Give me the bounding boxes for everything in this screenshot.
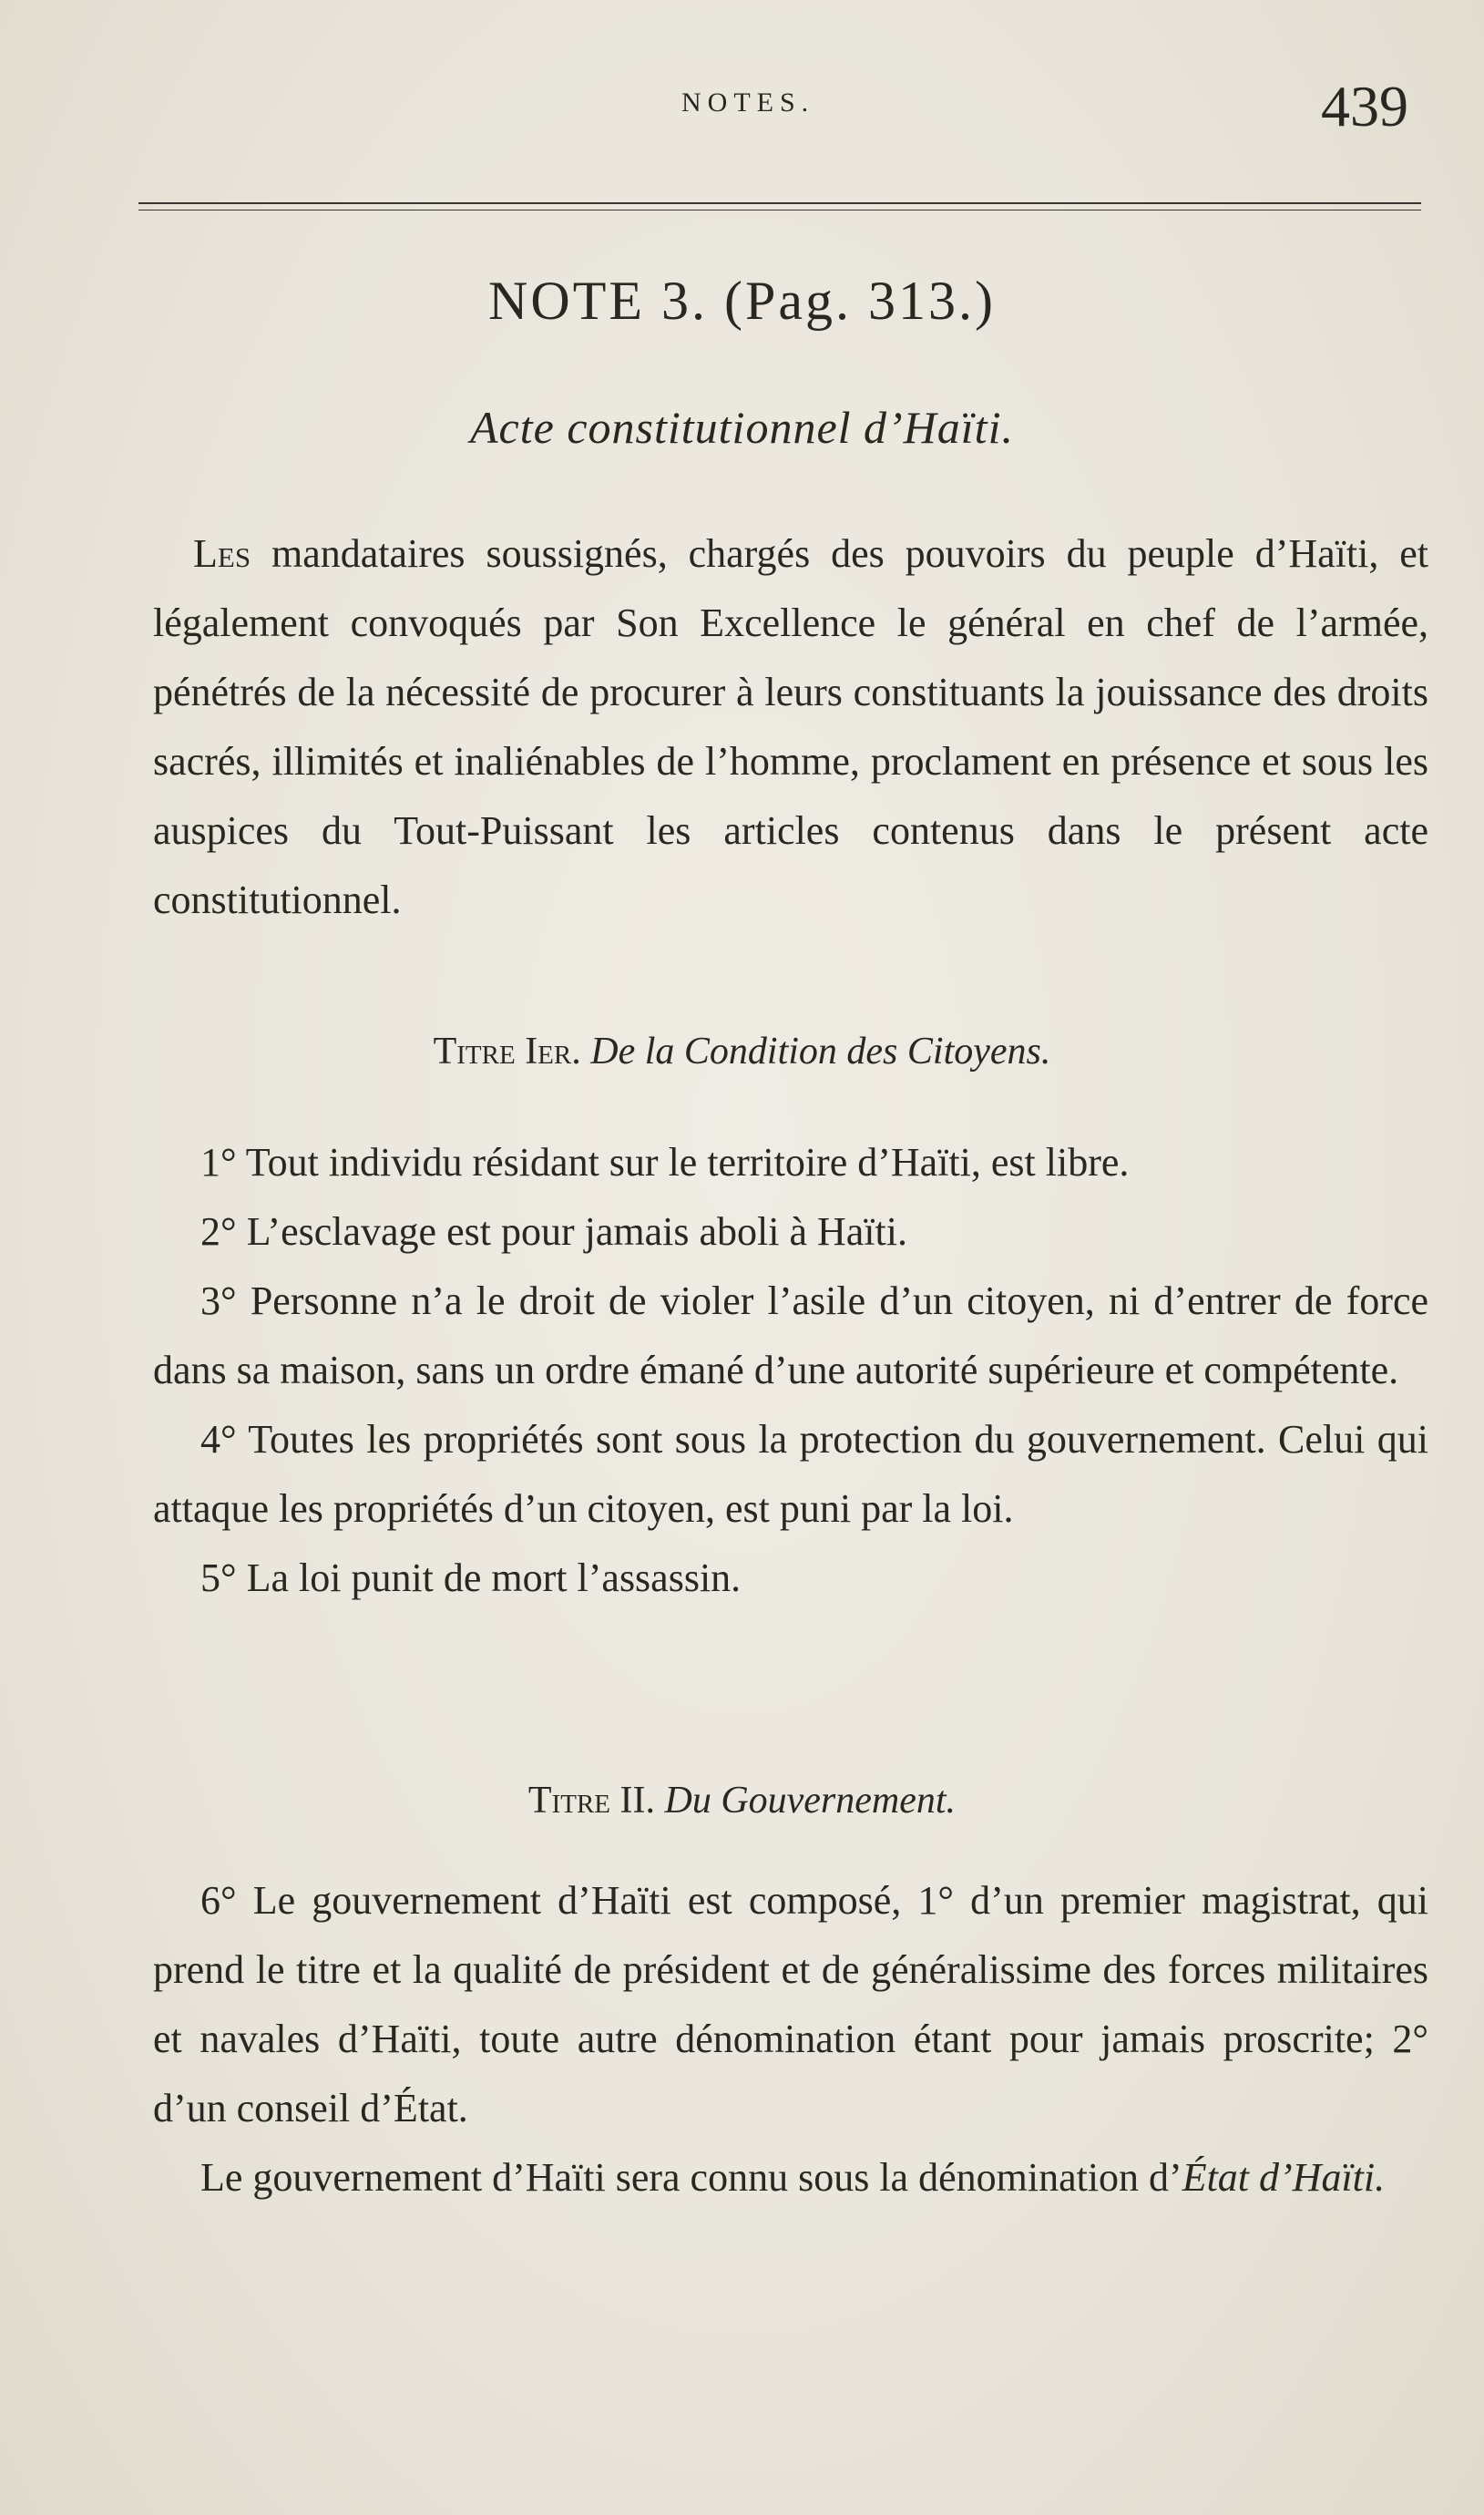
titre-2-heading: [0, 1779, 1484, 1822]
acte-title: Acte constitutionnel d’Haïti.: [470, 402, 1014, 453]
article-6: 6° Le gouvernement d’Haïti est composé, 1° d’un premier magistrat, qui prend le titre et la qualité de président et de généralissime des forces militaires et navales d’Haïti, toute autre dénomination étant pour jamais proscrite; 2° d’un conseil d’État.: [153, 1878, 1428, 2130]
articles-block-1: [153, 1128, 1428, 1613]
article-5: 5° La loi punit de mort l’assassin.: [200, 1555, 742, 1600]
titre-1-label: Titre Ier.: [433, 1031, 581, 1073]
titre-1-heading: [0, 1030, 1484, 1073]
intro-text: mandataires soussignés, chargés des pouvoirs du peuple d’Haïti, et légalement convoqués par Son Excellence le général en chef de l’armée, pénétrés de la nécessité de procurer à leurs constituants la jouissance des droits sacrés, illimités et inaliénables de l’homme, proclament en présence et sous les auspices du Tout-Puissant les articles contenus dans le présent acte constitutionnel.: [153, 531, 1428, 922]
running-title: NOTES.: [681, 87, 815, 118]
titre-1-name: De la Condition des Citoyens.: [590, 1031, 1051, 1073]
article-3: 3° Personne n’a le droit de violer l’asile d’un citoyen, ni d’entrer de force dans sa maison, sans un ordre émané d’une autorité supérieure et compétente.: [153, 1278, 1428, 1392]
page-number: 439: [1321, 74, 1408, 139]
running-head: [0, 73, 1484, 146]
articles-block-2: [153, 1866, 1428, 2212]
intro-lead: Les: [193, 531, 251, 576]
titre-2-name: Du Gouvernement.: [664, 1780, 957, 1822]
article-1: 1° Tout individu résidant sur le territoire d’Haïti, est libre.: [200, 1140, 1130, 1185]
article-2: 2° L’esclavage est pour jamais aboli à Haïti.: [200, 1209, 907, 1254]
closing-italic: État d’Haïti.: [1182, 2155, 1386, 2200]
closing-text: Le gouvernement d’Haïti sera connu sous la dénomination d’: [200, 2155, 1182, 2200]
titre-2-label: Titre II.: [527, 1780, 655, 1822]
article-4: 4° Toutes les propriétés sont sous la protection du gouvernement. Celui qui attaque les propriétés d’un citoyen, est puni par la loi.: [153, 1417, 1428, 1531]
intro-paragraph: [153, 519, 1428, 935]
note-title: NOTE 3. (Pag. 313.): [488, 271, 996, 331]
closing-paragraph: [153, 2143, 1428, 2212]
header-rule-thick: [138, 202, 1421, 204]
